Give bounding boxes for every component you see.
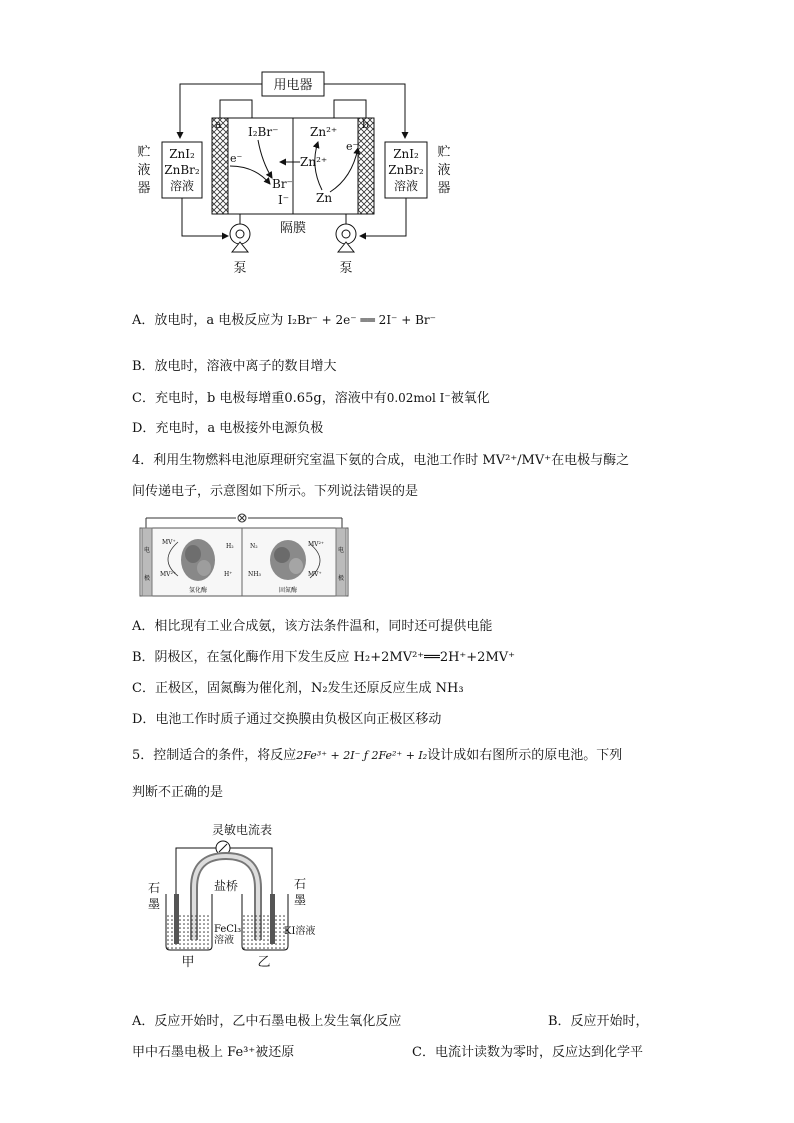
fc-left-electrode <box>142 528 152 596</box>
graphite-left <box>174 894 179 944</box>
q4-option-c: C．正极区，固氮酶为催化剂，N₂发生还原反应生成 NH₃ <box>132 681 464 696</box>
ki-label: KI溶液 <box>284 926 316 937</box>
left-tank-l2: ZnBr₂ <box>164 163 200 177</box>
fc-enzyme-left-label: 氢化酶 <box>188 587 208 594</box>
graphite-left-1: 石 <box>147 881 161 895</box>
q3-option-c-mass: 0.65g <box>284 391 322 406</box>
fc-mv2-left: MV²⁺ <box>160 571 177 578</box>
q3-option-c-amt: 0.02mol I⁻ <box>386 391 451 405</box>
electrode-a-label: a <box>215 118 222 131</box>
bio-fuel-cell-diagram <box>138 510 350 600</box>
species-i: I⁻ <box>278 193 290 207</box>
electrode-b <box>358 118 374 214</box>
q5-stem-equation: 2Fe³⁺ + 2I⁻ ƒ 2Fe²⁺ + I₂ <box>296 749 428 762</box>
electron-left: e⁻ <box>230 152 243 165</box>
left-side-label-2: 液 <box>137 163 151 178</box>
wire-b <box>334 100 366 118</box>
right-side-label-3: 器 <box>437 181 451 196</box>
fecl3-sol-label: 溶液 <box>214 935 234 946</box>
graphite-right-1: 石 <box>293 877 307 891</box>
fc-right-electrode-2: 极 <box>337 575 345 582</box>
fc-mv2-right: MV²⁺ <box>308 541 325 548</box>
q5-stem-pre: 5．控制适合的条件，将反应 <box>132 748 297 763</box>
q3-option-a <box>132 311 436 330</box>
device-label: 用电器 <box>273 78 313 93</box>
fc-right-electrode-1: 电 <box>337 547 345 554</box>
q5-option-c: C．电流计读数为零时，反应达到化学平 <box>412 1045 643 1060</box>
left-tank-l3: 溶液 <box>169 179 195 193</box>
wire-a <box>220 100 252 118</box>
q5-stem-line1 <box>132 747 622 765</box>
pump-right-icon <box>336 224 356 252</box>
beaker-right-label: 乙 <box>257 955 271 970</box>
fc-h-plus: H⁺ <box>224 571 233 578</box>
q5-option-a: A．反应开始时，乙中石墨电极上发生氧化反应 <box>132 1014 402 1029</box>
electron-right: e⁻ <box>346 140 359 153</box>
species-zn2-top: Zn²⁺ <box>310 125 338 139</box>
galvanic-cell-diagram <box>142 822 342 972</box>
q3-option-a-equation: I₂Br⁻ + 2e⁻ ══ 2I⁻ + Br⁻ <box>287 313 436 327</box>
right-side-label-2: 液 <box>437 163 451 178</box>
membrane-label: 隔膜 <box>279 221 307 236</box>
fecl3-label: FeCl₃ <box>214 924 242 935</box>
flow-battery-diagram <box>130 66 460 286</box>
q3-option-c-post: 被氧化 <box>450 391 490 406</box>
species-br: Br⁻ <box>272 177 293 191</box>
pump-right-label: 泵 <box>339 261 353 276</box>
q3-option-d: D．充电时，a 电极接外电源负极 <box>132 421 324 436</box>
salt-bridge-label: 盐桥 <box>213 879 239 893</box>
q4-stem-line1: 4．利用生物燃料电池原理研究室温下氨的合成，电池工作时 MV²⁺/MV⁺在电极与酶之 <box>132 453 630 468</box>
electrode-b-label: b <box>362 118 370 131</box>
q5-stem-post: 设计成如右图所示的原电池。下列 <box>427 748 623 763</box>
graphite-right <box>270 894 275 944</box>
solution-right <box>243 914 287 949</box>
left-side-label-1: 贮 <box>137 145 151 160</box>
pump-left-label: 泵 <box>233 261 247 276</box>
species-zn: Zn <box>316 191 333 205</box>
meter-label: 灵敏电流表 <box>211 823 273 837</box>
graphite-right-2: 墨 <box>293 893 307 907</box>
q3-option-c-mid: ，溶液中有 <box>321 391 387 406</box>
electrode-a <box>212 118 228 214</box>
right-tank-l3: 溶液 <box>393 179 419 193</box>
left-tank-l1: ZnI₂ <box>169 147 195 161</box>
fc-enzyme-left-icon <box>181 539 215 581</box>
fc-n2: N₂ <box>250 543 258 550</box>
q5-option-b-start: B．反应开始时， <box>548 1014 649 1029</box>
q5-option-b-cont: 甲中石墨电极上 Fe³⁺被还原 <box>132 1045 295 1060</box>
q4-stem-line2: 间传递电子，示意图如下所示。下列说法错误的是 <box>132 484 419 499</box>
fc-right-electrode <box>336 528 346 596</box>
fc-h2: H₂ <box>226 543 234 550</box>
q4-option-a: A．相比现有工业合成氨，该方法条件温和，同时还可提供电能 <box>132 619 493 634</box>
q5-stem-line2: 判断不正确的是 <box>132 785 224 800</box>
solution-left <box>167 914 211 949</box>
fc-mv-plus-left: MV⁺ <box>162 539 176 546</box>
fc-enzyme-right-label: 固氮酶 <box>278 587 298 594</box>
fc-left-electrode-1: 电 <box>143 547 151 554</box>
fc-left-electrode-2: 极 <box>143 575 151 582</box>
pump-left-icon <box>230 224 250 252</box>
right-tank-l2: ZnBr₂ <box>388 163 424 177</box>
species-zn2-mid: Zn²⁺ <box>300 155 328 169</box>
left-side-label-3: 器 <box>137 181 151 196</box>
q4-option-b: B．阴极区，在氢化酶作用下发生反应 H₂+2MV²⁺══2H⁺+2MV⁺ <box>132 650 516 665</box>
right-tank-l1: ZnI₂ <box>393 147 419 161</box>
graphite-left-2: 墨 <box>147 897 161 911</box>
q3-option-c <box>132 389 490 408</box>
q4-option-d: D．电池工作时质子通过交换膜由负极区向正极区移动 <box>132 712 442 727</box>
beaker-left-label: 甲 <box>181 955 195 970</box>
q3-option-a-text: A．放电时，a 电极反应为 <box>132 313 288 328</box>
right-side-label-1: 贮 <box>437 145 451 160</box>
fc-mv-plus-right: MV⁺ <box>308 571 322 578</box>
q3-option-b: B．放电时，溶液中离子的数目增大 <box>132 359 337 374</box>
q3-option-c-pre: C．充电时，b 电极每增重 <box>132 391 285 406</box>
fc-enzyme-right-icon <box>270 540 306 580</box>
fc-nh3: NH₃ <box>248 571 261 578</box>
species-i2br: I₂Br⁻ <box>248 125 279 139</box>
